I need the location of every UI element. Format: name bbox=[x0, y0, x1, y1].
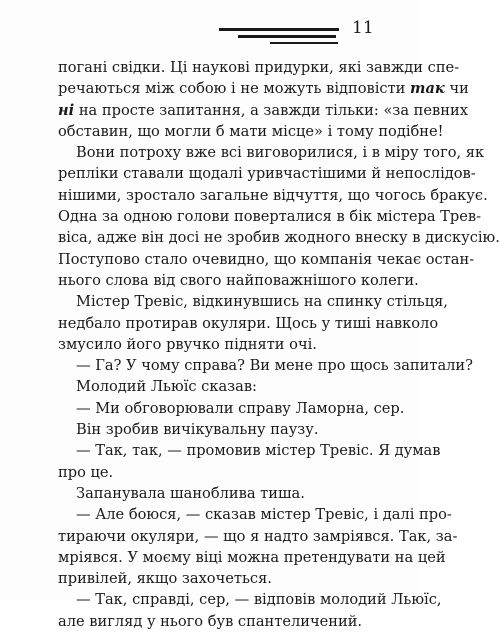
text-line: віса, адже він досі не зробив жодного внеску в дискусію. bbox=[58, 229, 500, 247]
text-line: про це. bbox=[58, 463, 114, 481]
text-line: Молодий Льюїс сказав: bbox=[76, 378, 257, 396]
text-line: змусило його рвучко підняти очі. bbox=[58, 335, 317, 353]
text-line: — Га? У чому справа? Ви мене про щось запитали? bbox=[76, 357, 473, 375]
text-line: Він зробив вичікувальну паузу. bbox=[76, 421, 319, 439]
text-line: Вони потроху вже всі виговорилися, і в міру того, як bbox=[76, 144, 485, 162]
text-line: тираючи окуляри, — що я надто замріявся. Так, за- bbox=[58, 527, 458, 545]
header-rule bbox=[219, 28, 339, 31]
text-line: але вигляд у нього був спантеличений. bbox=[58, 612, 363, 630]
text-line: нього слова від свого найповажнішого колеги. bbox=[58, 271, 419, 289]
body-text bbox=[58, 57, 500, 632]
text-line: мріявся. У моєму віці можна претендувати на цей bbox=[58, 548, 446, 566]
page-number: 11 bbox=[352, 18, 374, 38]
text-line: Запанувала шаноблива тиша. bbox=[76, 484, 305, 502]
text-line: речаються між собою і не можуть відповісти так чи bbox=[58, 80, 469, 98]
header-rule bbox=[238, 35, 336, 38]
text-line: — Ми обговорювали справу Ламорна, сер. bbox=[76, 399, 405, 417]
text-line: погані свідки. Ці наукові придурки, які завжди спе- bbox=[58, 59, 460, 76]
text-line: обставин, що могли б мати місце» і тому подібне! bbox=[58, 122, 444, 140]
header-rule bbox=[270, 42, 338, 44]
text-line: привілей, якщо захочеться. bbox=[58, 570, 272, 588]
text-line: нішими, зростало загальне відчуття, що чогось бракує. bbox=[58, 186, 488, 204]
text-line: — Так, так, — промовив містер Тревіс. Я думав bbox=[76, 442, 441, 460]
text-line: репліки ставали щодалі уривчастішими й непослідов- bbox=[58, 165, 476, 183]
text-line: ні на просте запитання, а завжди тільки: «за певних bbox=[58, 101, 468, 119]
text-line: — Але боюся, — сказав містер Тревіс, і далі про- bbox=[76, 506, 452, 524]
text-line: Поступово стало очевидно, що компанія чекає остан- bbox=[58, 250, 475, 268]
text-line: Містер Тревіс, відкинувшись на спинку стільця, bbox=[76, 293, 448, 311]
text-line: Одна за одною голови поверталися в бік містера Трев- bbox=[58, 208, 482, 226]
text-line: недбало протирав окуляри. Щось у тиші навколо bbox=[58, 314, 439, 332]
text-line: — Так, справді, сер, — відповів молодий Льюїс, bbox=[76, 591, 442, 609]
